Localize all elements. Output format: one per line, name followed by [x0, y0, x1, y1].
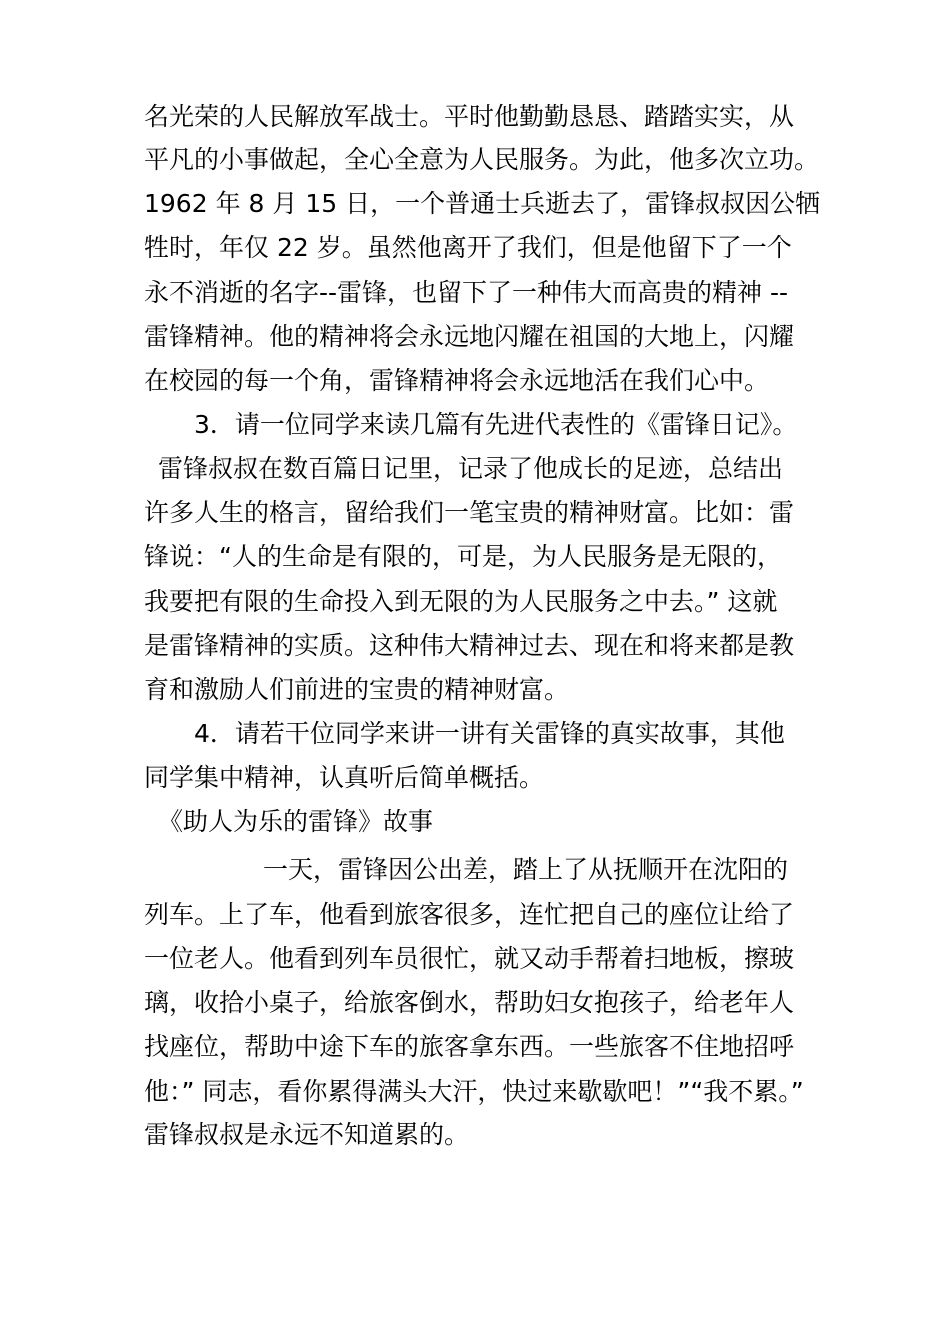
text-line: 列车。上了车，他看到旅客很多，连忙把自己的座位让给了	[144, 900, 795, 929]
text-line: 1962 年 8 月 15 日，一个普通士兵逝去了，雷锋叔叔因公牺	[144, 189, 821, 218]
text-line: 许多人生的格言，留给我们一笔宝贵的精神财富。比如：雷	[144, 498, 795, 527]
text-line: 雷锋叔叔在数百篇日记里，记录了他成长的足迹，总结出	[158, 454, 784, 483]
text-line: 他：” 同志，看你累得满头大汗，快过来歇歇吧！”“我不累。”	[144, 1077, 804, 1106]
list-item-4: 4．请若干位同学来讲一讲有关雷锋的真实故事，其他	[194, 719, 785, 748]
text-line: 雷锋精神。他的精神将会永远地闪耀在祖国的大地上，闪耀	[144, 322, 795, 351]
text-line: 育和激励人们前进的宝贵的精神财富。	[144, 675, 570, 704]
text-line: 永不消逝的名字--雷锋，也留下了一种伟大而高贵的精神 --	[144, 278, 789, 307]
text-line: 雷锋叔叔是永远不知道累的。	[144, 1120, 470, 1149]
text-line: 牲时，年仅 22 岁。虽然他离开了我们，但是他留下了一个	[144, 233, 792, 262]
text-line: 锋说：“人的生命是有限的，可是，为人民服务是无限的，	[144, 542, 782, 571]
text-line: 是雷锋精神的实质。这种伟大精神过去、现在和将来都是教	[144, 631, 795, 660]
text-line: 同学集中精神，认真听后简单概括。	[144, 763, 545, 792]
text-line: 我要把有限的生命投入到无限的为人民服务之中去。” 这就	[144, 587, 778, 616]
text-line: 平凡的小事做起，全心全意为人民服务。为此，他多次立功。	[144, 145, 820, 174]
text-line: 璃，收拾小桌子，给旅客倒水，帮助妇女抱孩子，给老年人	[144, 988, 795, 1017]
list-item-3: 3．请一位同学来读几篇有先进代表性的《雷锋日记》。	[194, 410, 798, 439]
text-line: 一天，雷锋因公出差，踏上了从抚顺开在沈阳的	[263, 855, 789, 884]
text-line: 名光荣的人民解放军战士。平时他勤勤恳恳、踏踏实实，从	[144, 102, 795, 131]
text-line: 一位老人。他看到列车员很忙，就又动手帮着扫地板，擦玻	[144, 944, 795, 973]
text-line: 找座位，帮助中途下车的旅客拿东西。一些旅客不住地招呼	[144, 1032, 795, 1061]
text-line: 在校园的每一个角，雷锋精神将会永远地活在我们心中。	[144, 366, 770, 395]
story-title: 《助人为乐的雷锋》故事	[158, 807, 434, 836]
